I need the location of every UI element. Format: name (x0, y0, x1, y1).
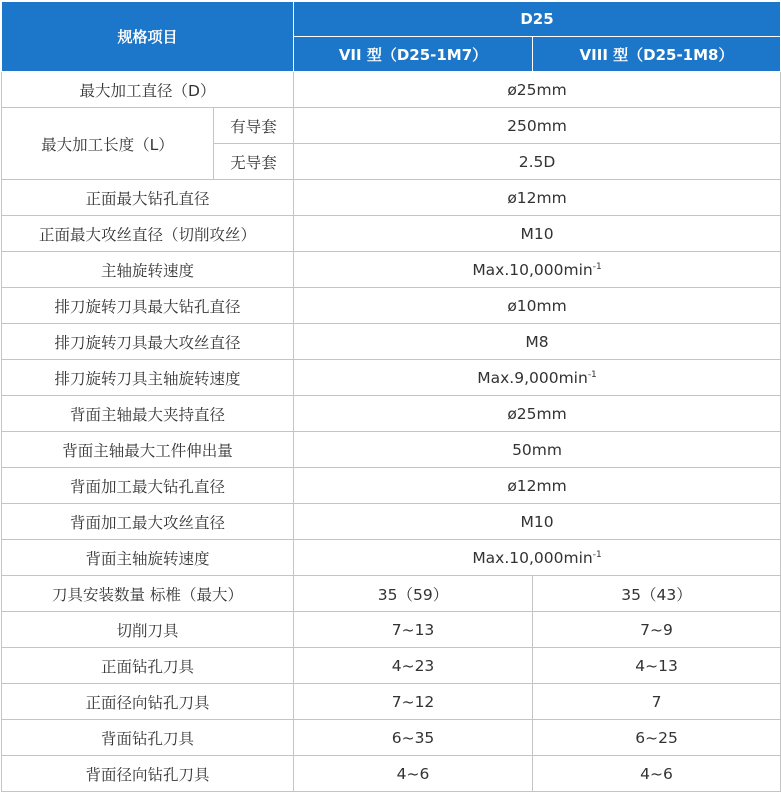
row-label: 排刀旋转刀具最大钻孔直径 (2, 288, 294, 324)
table-row (2, 612, 781, 648)
table-row (2, 108, 781, 144)
row-value: 50mm (294, 432, 781, 468)
header-model-viii: VIII 型（D25-1M8） (533, 37, 781, 72)
table-row (2, 468, 781, 504)
row-value-vii: 7~12 (294, 684, 533, 720)
table-row (2, 756, 781, 792)
row-label: 背面主轴最大工件伸出量 (2, 432, 294, 468)
row-value-vii: 35（59） (294, 576, 533, 612)
row-value: ø12mm (294, 180, 781, 216)
table-row (2, 540, 781, 576)
table-row (2, 324, 781, 360)
row-label: 切削刀具 (2, 612, 294, 648)
row-value: ø25mm (294, 72, 781, 108)
row-label: 背面加工最大攻丝直径 (2, 504, 294, 540)
unit-exponent: -1 (592, 261, 602, 272)
row-value: ø25mm (294, 396, 781, 432)
row-label: 排刀旋转刀具主轴旋转速度 (2, 360, 294, 396)
header-model-vii: VII 型（D25-1M7） (294, 37, 533, 72)
table-row (2, 396, 781, 432)
row-value (294, 252, 781, 288)
row-value-vii: 4~23 (294, 648, 533, 684)
row-value: 2.5D (294, 144, 781, 180)
row-label: 正面径向钻孔刀具 (2, 684, 294, 720)
row-value: M10 (294, 504, 781, 540)
speed-value: Max.10,000min (472, 260, 593, 279)
row-value-viii: 7~9 (533, 612, 781, 648)
row-label: 背面主轴旋转速度 (2, 540, 294, 576)
row-value: ø10mm (294, 288, 781, 324)
row-label: 正面最大攻丝直径（切削攻丝） (2, 216, 294, 252)
row-label: 最大加工直径（D） (2, 72, 294, 108)
row-value-viii: 6~25 (533, 720, 781, 756)
table-row (2, 684, 781, 720)
row-value: 250mm (294, 108, 781, 144)
table-row (2, 216, 781, 252)
row-value: M8 (294, 324, 781, 360)
row-label: 背面主轴最大夹持直径 (2, 396, 294, 432)
row-value-viii: 4~6 (533, 756, 781, 792)
row-sublabel: 无导套 (214, 144, 294, 180)
table-row (2, 252, 781, 288)
table-row (2, 648, 781, 684)
row-value-viii: 4~13 (533, 648, 781, 684)
header-spec-item: 规格项目 (2, 2, 294, 72)
row-value: M10 (294, 216, 781, 252)
row-label: 背面钻孔刀具 (2, 720, 294, 756)
table-row (2, 720, 781, 756)
speed-value: Max.9,000min (477, 368, 588, 387)
speed-value: Max.10,000min (472, 548, 593, 567)
row-value-vii: 6~35 (294, 720, 533, 756)
row-value-vii: 4~6 (294, 756, 533, 792)
row-label: 正面钻孔刀具 (2, 648, 294, 684)
table-row (2, 504, 781, 540)
row-label: 最大加工长度（L） (2, 108, 214, 180)
table-row (2, 72, 781, 108)
row-label: 背面加工最大钻孔直径 (2, 468, 294, 504)
row-label: 背面径向钻孔刀具 (2, 756, 294, 792)
spec-table (1, 1, 781, 792)
row-label: 正面最大钻孔直径 (2, 180, 294, 216)
row-label: 主轴旋转速度 (2, 252, 294, 288)
table-row (2, 288, 781, 324)
row-value (294, 540, 781, 576)
row-value-vii: 7~13 (294, 612, 533, 648)
row-value (294, 360, 781, 396)
header-model-group: D25 (294, 2, 781, 37)
table-row (2, 432, 781, 468)
row-value-viii: 7 (533, 684, 781, 720)
row-value-viii: 35（43） (533, 576, 781, 612)
row-label: 排刀旋转刀具最大攻丝直径 (2, 324, 294, 360)
unit-exponent: -1 (587, 369, 597, 380)
row-sublabel: 有导套 (214, 108, 294, 144)
row-value: ø12mm (294, 468, 781, 504)
table-row (2, 576, 781, 612)
table-row (2, 180, 781, 216)
unit-exponent: -1 (592, 549, 602, 560)
table-row (2, 360, 781, 396)
row-label: 刀具安装数量 标椎（最大） (2, 576, 294, 612)
